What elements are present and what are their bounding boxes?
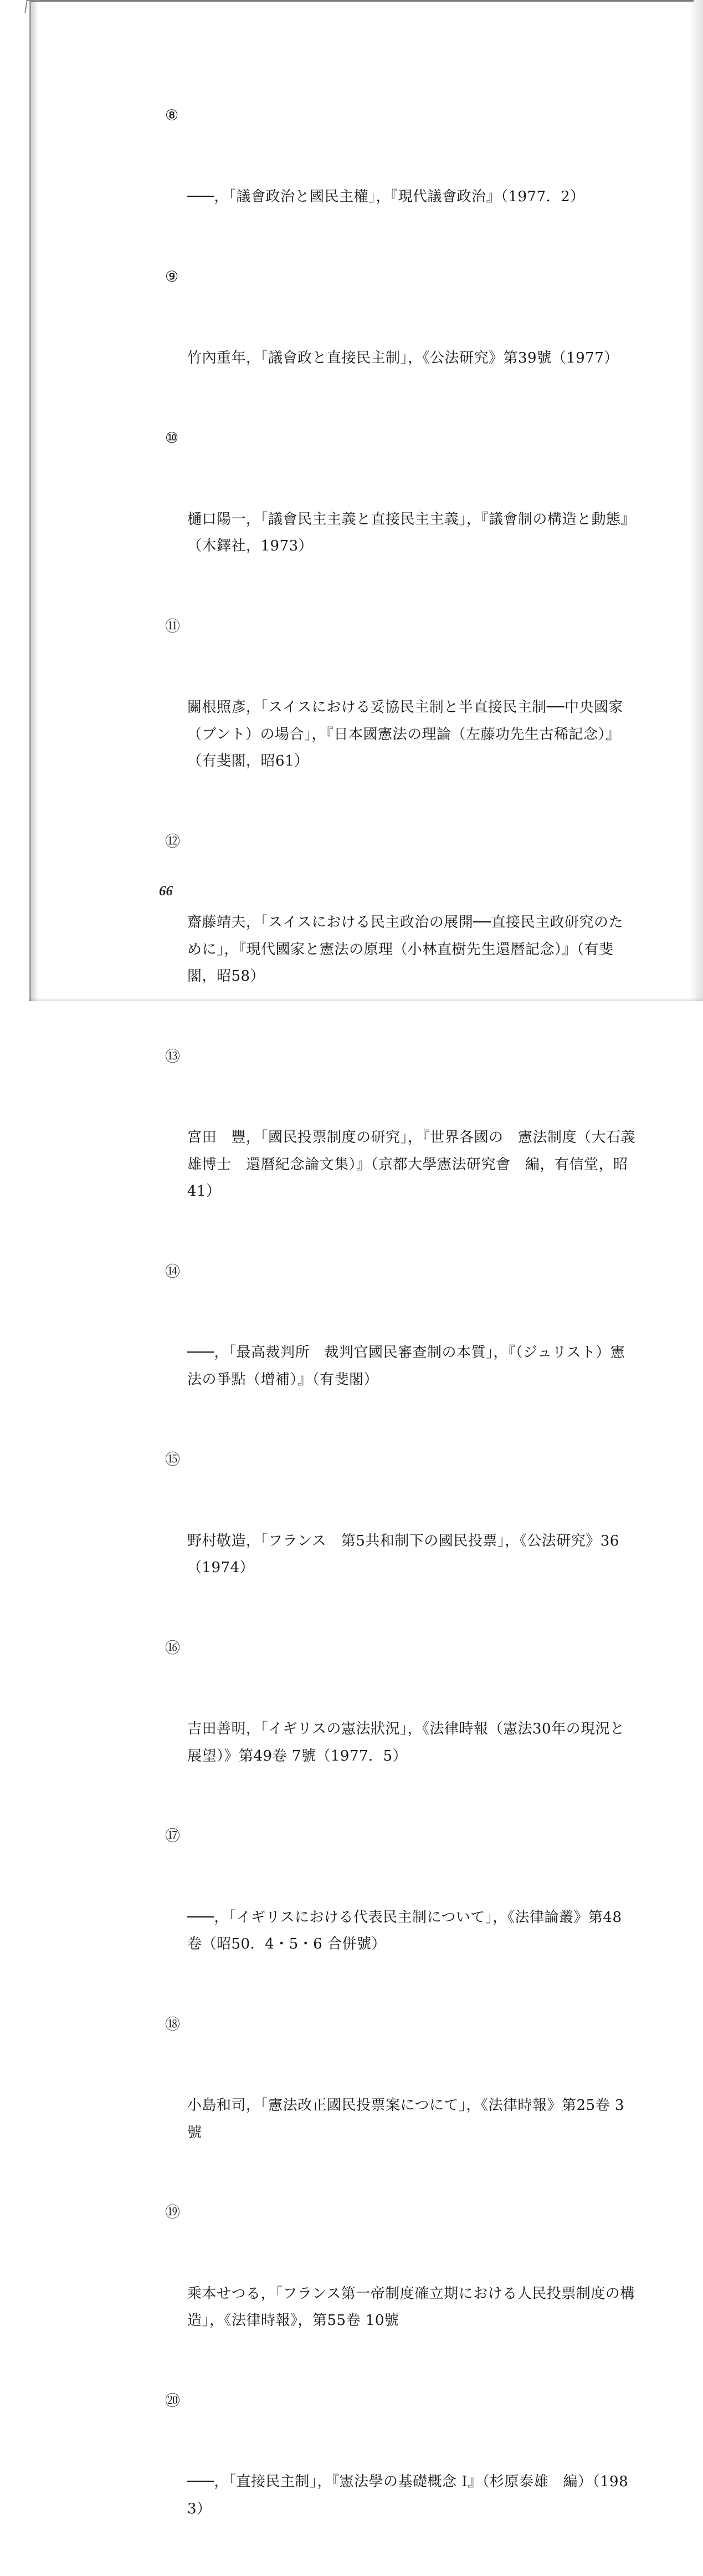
reference-text: 宮田 豐，「國民投票制度の研究」，『世界各國の 憲法制度（大石義雄博士 還曆紀念論文集）』（京都大學憲法研究會 編，有信堂，昭41）: [187, 1124, 636, 1205]
reference-entry-18: [165, 2012, 636, 2200]
reference-text: 野村敬造，「フランス 第5共和制下の國民投票」，《公法研究》36（1974）: [187, 1528, 636, 1582]
reference-entry-15: [165, 1447, 636, 1635]
reference-entry-12: [165, 829, 636, 1044]
reference-number: ⑯: [165, 1635, 181, 1662]
reference-list: [165, 103, 636, 2576]
reference-number: ⑧: [165, 103, 179, 130]
reference-number: ⑪: [165, 614, 181, 641]
reference-text: 乘本せつる，「フランス第一帝制度確立期における人民投票制度の構造」，《法律時報》，第55卷 10號: [187, 2281, 636, 2334]
reference-entry-20: [165, 2388, 636, 2576]
reference-entry-8: [165, 103, 636, 264]
page-top-edge: [29, 0, 694, 2]
reference-entry-14: [165, 1259, 636, 1447]
reference-number: ⑭: [165, 1259, 181, 1286]
reference-entry-13: [165, 1044, 636, 1259]
reference-number: ⑰: [165, 1823, 181, 1850]
reference-text: 樋口陽一，「議會民主主義と直接民主主義」，『議會制の構造と動態』（木鐸社，1973）: [187, 506, 636, 560]
reference-number: ⑮: [165, 1447, 181, 1474]
reference-text: 關根照彥，「スイスにおける妥協民主制と半直接民主制──中央國家（ブント）の場合」，『日本國憲法の理論（左藤功先生古稀記念）』（有斐閣，昭61）: [187, 694, 636, 775]
reference-number: ⑬: [165, 1044, 181, 1071]
reference-text: ───，「最高裁判所 裁判官國民審查制の本質」，『（ジュリスト）憲法の爭點（增補）』（有斐閣）: [187, 1339, 636, 1393]
reference-entry-19: [165, 2200, 636, 2388]
reference-number: ⑩: [165, 425, 179, 452]
reference-number: ⑱: [165, 2012, 181, 2039]
page-left-shadow: [31, 0, 39, 1001]
reference-text: 齋藤靖夫，「スイスにおける民主政治の展開──直接民主政研究のために」，『現代國家と憲法の原理（小林直樹先生還暦記念）』（有斐閣，昭58）: [187, 909, 636, 990]
page-number: 66: [159, 884, 173, 899]
reference-entry-10: [165, 425, 636, 614]
reference-text: 小島和司，「憲法改正國民投票案につにて」，《法律時報》第25卷 3號: [187, 2092, 636, 2146]
reference-text: 吉田善明，「イギリスの憲法狀況」，《法律時報（憲法30年の現況と展望）》第49卷 7號（1977．5）: [187, 1716, 636, 1769]
reference-entry-9: [165, 264, 636, 425]
reference-entry-17: [165, 1823, 636, 2012]
reference-text: ───，「議會政治と國民主權」，『現代議會政治』（1977．2）: [187, 183, 636, 211]
page-corner-fold: [24, 0, 39, 13]
reference-number: ⑳: [165, 2388, 181, 2415]
reference-text: 竹內重年，「議會政と直接民主制」，《公法研究》第39號（1977）: [187, 345, 636, 372]
reference-entry-11: [165, 614, 636, 829]
reference-text: ───，「イギリスにおける代表民主制について」，《法律論叢》第48卷（昭50．4・5・6 合併號）: [187, 1904, 636, 1958]
reference-number: ⑫: [165, 829, 181, 856]
reference-text: ───，「直接民主制」，『憲法學の基礎概念 Ⅰ』（杉原泰雄 編）（1983）: [187, 2468, 636, 2522]
scanned-page: [0, 0, 703, 1001]
reference-number: ⑲: [165, 2200, 181, 2227]
reference-entry-16: [165, 1635, 636, 1824]
page-right-shadow: [690, 0, 703, 1001]
reference-number: ⑨: [165, 264, 179, 291]
